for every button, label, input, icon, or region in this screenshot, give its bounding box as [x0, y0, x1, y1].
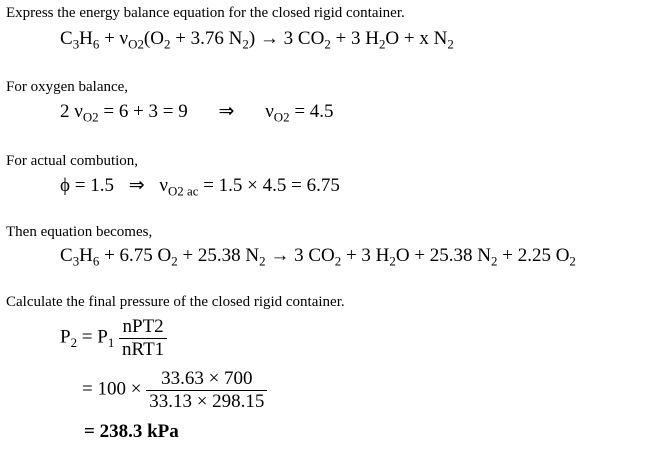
- actual-combustion-equation: ϕ = 1.5 ⇒ $\nu_{O2 ac} = 1.5 \times 4.5 = 6.75$: [60, 175, 340, 199]
- final-combustion-equation: $C_3H_6 + 6.75$ $O_2 + 25.38$ $N_2 \to 3$ $CO_2 + 3$ $H_2O + 25.38$ $N_2 + 2.25$ $O_2$: [60, 245, 576, 269]
- oxygen-balance-equation: 2 $\nu_{O2} = 6 + 3 = 9$ ⇒ $\nu_{O2} = 4.5$: [60, 101, 334, 125]
- intro-text: Express the energy balance equation for the closed rigid container.: [6, 5, 405, 21]
- calculate-label: Calculate the final pressure of the closed rigid container.: [6, 294, 345, 310]
- actual-combustion-label: For actual combution,: [6, 153, 139, 169]
- then-label: Then equation becomes,: [6, 224, 153, 240]
- pressure-substitution: = 100 × $\frac{33.63 \times 700}{33.13 \times 298.15}$: [82, 368, 267, 413]
- final-pressure-result: = 238.3 kPa: [84, 421, 179, 442]
- pressure-ratio-equation: $P_2 = P_1$ $\frac{\text{nPT2}}{\text{nRT1}}$: [60, 316, 167, 361]
- energy-balance-equation: $C_3H_6 + \nu_{O2}(O_2 + 3.76$ $N_2) \to 3$ $CO_2 + 3$ $H_2O + x$ $N_2$: [60, 28, 454, 52]
- numeric-fraction: $\frac{33.63 \times 700}{33.13 \times 298.15}$: [146, 368, 267, 413]
- moles-temperature-fraction: $\frac{\text{nPT2}}{\text{nRT1}}$: [119, 316, 167, 361]
- oxygen-balance-label: For oxygen balance,: [6, 79, 129, 95]
